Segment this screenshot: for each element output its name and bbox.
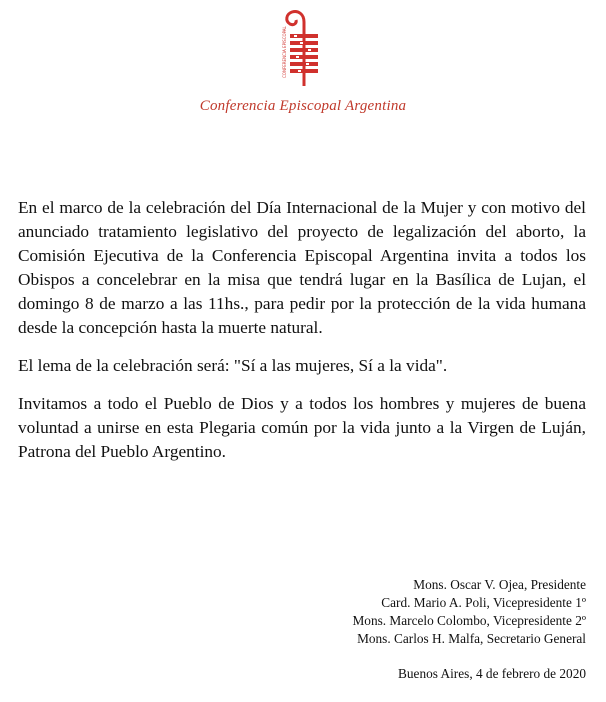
- signature-line: Mons. Carlos H. Malfa, Secretario General: [357, 631, 586, 646]
- paragraph-2: El lema de la celebración será: "Sí a las mujeres, Sí a la vida".: [18, 356, 448, 375]
- paragraph-1: En el marco de la celebración del Día Internacional de la Mujer y con motivo del anunciado tratamiento legislativo del proyecto de legalización del aborto, la Comisión Ejecutiva de la Conferencia Episcopal Argentina invita a todos los Obispos a concelebrar en la misa que tendrá lugar en la Basílica de Lujan, el domingo 8 de marzo a las 11hs., para pedir por la protección de la vida humana desde la concepción hasta la muerte natural.: [18, 198, 586, 337]
- signature-line: Card. Mario A. Poli, Vicepresidente 1º: [381, 595, 586, 610]
- document-header: [0, 0, 606, 130]
- signature-line: Mons. Marcelo Colombo, Vicepresidente 2º: [352, 613, 586, 628]
- letter-body: [18, 196, 586, 478]
- organization-name: Conferencia Episcopal Argentina: [199, 98, 407, 114]
- document-date: Buenos Aires, 4 de febrero de 2020: [398, 666, 586, 681]
- logo-text: CONFERENCIA EPISCOPAL: [282, 26, 287, 78]
- paragraph-3: Invitamos a todo el Pueblo de Dios y a todos los hombres y mujeres de buena voluntad a unirse en esta Plegaria común por la vida junto a la Virgen de Luján, Patrona del Pueblo Argentino.: [18, 394, 586, 461]
- episcopal-crozier-logo-icon: [276, 8, 332, 92]
- signature-line: Mons. Oscar V. Ojea, Presidente: [413, 577, 586, 592]
- signature-block: [352, 576, 586, 648]
